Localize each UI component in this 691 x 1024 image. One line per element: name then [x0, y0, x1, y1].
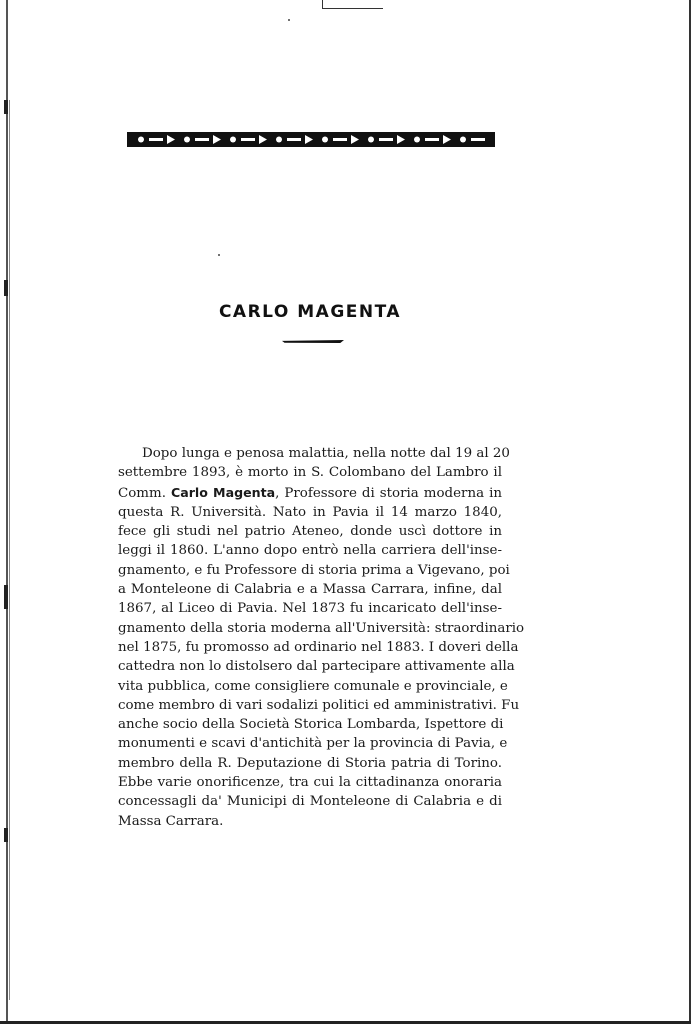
text-line: gnamento, e fu Professore di storia prima a Vigevano, poi: [118, 562, 510, 578]
text-line: gnamento della storia moderna all'Università: straordinario: [118, 620, 525, 636]
text-line: cattedra non lo distolsero dal partecipare attivamente alla: [118, 659, 515, 675]
article-paragraph: [118, 444, 525, 831]
text-line: fece gli studi nel patrio Ateneo, donde uscì dottore in: [118, 524, 502, 540]
text-line: 1867, al Liceo di Pavia. Nel 1873 fu incaricato dell'inse-: [118, 601, 502, 617]
text-line: vita pubblica, come consigliere comunale e provinciale, e: [118, 678, 508, 694]
page-title: CARLO MAGENTA: [218, 302, 402, 322]
text-line: Dopo lunga e penosa malattia, nella notte dal 19 al 20: [142, 446, 510, 461]
text-span: , Professore di storia moderna in: [275, 485, 502, 501]
text-line: leggi il 1860. L'anno dopo entrò nella carriera dell'inse-: [118, 543, 502, 559]
scan-speck: [288, 19, 290, 21]
scan-border-left-inner: [9, 100, 10, 1000]
decorative-header-band: [127, 132, 495, 147]
text-line: nel 1875, fu promosso ad ordinario nel 1883. I doveri della: [118, 639, 519, 655]
title-underline-rule: [282, 340, 344, 343]
text-line: concessagli da' Municipi di Monteleone di Calabria e di: [118, 794, 502, 810]
scan-border-left: [6, 0, 8, 1024]
ornament-pattern-icon: [127, 132, 495, 147]
text-line: anche socio della Società Storica Lombarda, Ispettore di: [118, 717, 504, 733]
scan-tick-mark: [4, 585, 8, 609]
text-line: questa R. Università. Nato in Pavia il 14 marzo 1840,: [118, 504, 502, 520]
text-line: a Monteleone di Calabria e a Massa Carrara, infine, dal: [118, 582, 502, 598]
text-line: come membro di vari sodalizi politici ed amministrativi. Fu: [118, 697, 520, 713]
scan-tick-mark: [4, 280, 8, 296]
scan-top-mark: [322, 0, 383, 9]
scan-speck: [218, 254, 220, 256]
person-name: Carlo Magenta: [170, 484, 276, 500]
scan-tick-mark: [4, 100, 8, 114]
text-line: [118, 483, 502, 503]
text-line: settembre 1893, è morto in S. Colombano del Lambro il: [118, 465, 502, 481]
scan-tick-mark: [4, 828, 8, 842]
text-span: Comm.: [118, 485, 171, 501]
text-line: monumenti e scavi d'antichità per la provincia di Pavia, e: [118, 736, 508, 752]
text-line: Ebbe varie onorificenze, tra cui la cittadinanza onoraria: [118, 775, 502, 791]
text-line: membro della R. Deputazione di Storia patria di Torino.: [118, 755, 502, 771]
text-line: Massa Carrara.: [118, 813, 224, 829]
